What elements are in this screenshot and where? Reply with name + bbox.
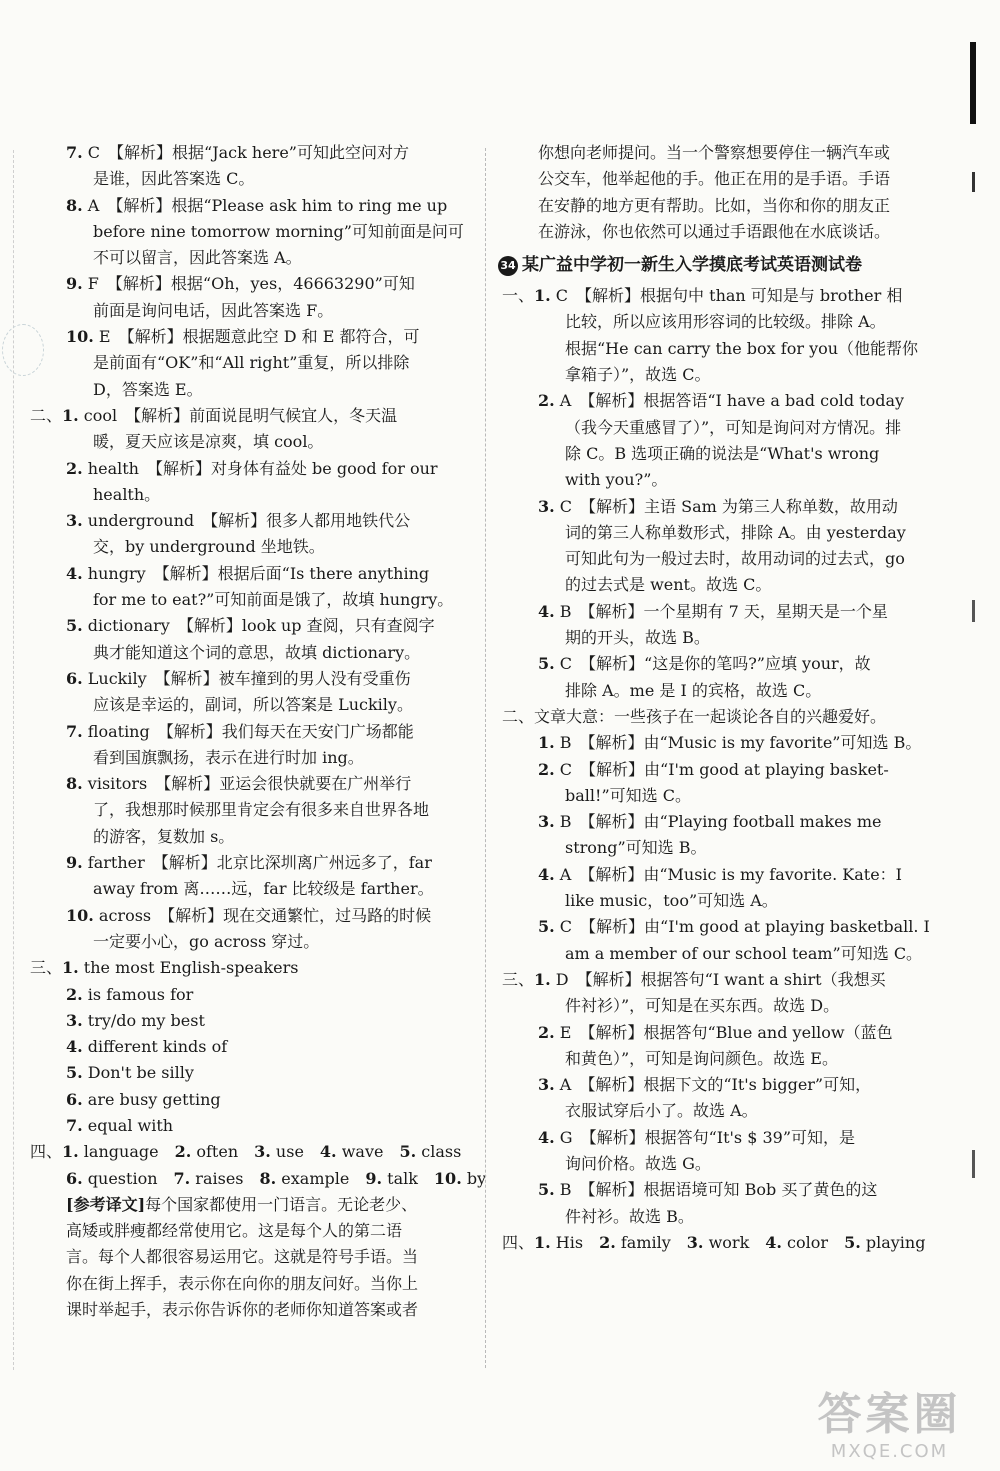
text-line (502, 678, 932, 704)
section-title (498, 249, 932, 281)
text-line (502, 651, 932, 677)
line-text: C 【解析】由“I'm good at playing basket- (554, 759, 889, 779)
text-line (30, 482, 468, 508)
line-text: 三、 (502, 969, 535, 989)
line-text: strong”可知选 B。 (565, 838, 707, 858)
text-line (502, 941, 932, 967)
line-text: ball!”可知选 C。 (565, 785, 691, 805)
line-text: 询问价格。故选 G。 (565, 1153, 711, 1173)
line-text: 高矮或胖瘦都经常使用它。这是每个人的第二语 (66, 1221, 403, 1241)
line-text: C 【解析】根据句中 than 可知是与 brother 相 (550, 286, 903, 306)
text-line (30, 324, 468, 350)
item-number: 6. (66, 668, 83, 688)
line-text: Don't be silly (82, 1063, 194, 1083)
line-text: C 【解析】主语 Sam 为第三人称单数，故用动 (554, 496, 898, 516)
line-text: question (82, 1168, 174, 1188)
line-text: C 【解析】“这是你的笔吗?”应填 your，故 (554, 654, 871, 674)
line-text: 交，by underground 坐地铁。 (93, 537, 325, 557)
line-text: A 【解析】由“Music is my favorite. Kate：I (554, 864, 902, 884)
line-text: like music，too”可知选 A。 (565, 891, 778, 911)
text-line (502, 599, 932, 625)
line-text: use (270, 1142, 320, 1162)
line-text: E 【解析】根据答句“Blue and yellow（蓝色 (554, 1022, 893, 1042)
text-line (502, 1230, 932, 1256)
text-line (30, 1060, 468, 1086)
line-text: 词的第三人称单数形式，排除 A。由 yesterday (565, 522, 906, 542)
item-number: 3. (254, 1142, 271, 1162)
line-text: 课时举起手，表示你告诉你的老师你知道答案或者 (66, 1300, 419, 1320)
item-number: 5. (844, 1232, 861, 1252)
text-line (502, 166, 932, 192)
text-line (502, 388, 932, 414)
text-line (502, 441, 932, 467)
text-line (30, 219, 468, 245)
item-number: 8. (66, 774, 83, 794)
text-line (30, 298, 468, 324)
item-number: 3. (686, 1232, 704, 1252)
watermark-url: MXQE.COM (830, 1441, 949, 1462)
line-text: floating 【解析】我们每天在天安门广场都能 (82, 721, 414, 741)
line-text: work (703, 1232, 766, 1252)
item-number: 4. (538, 601, 555, 621)
line-text: Luckily 【解析】被车撞到的男人没有受重伤 (82, 668, 411, 688)
text-line (30, 903, 468, 929)
item-number: 2. (538, 759, 555, 779)
line-text: 拿箱子）”，故选 C。 (565, 365, 711, 385)
item-number: 3. (538, 812, 555, 832)
translation-continued (502, 140, 932, 245)
text-line (502, 1177, 932, 1203)
text-line (502, 1072, 932, 1098)
line-text: health。 (93, 484, 161, 504)
line-text: D，答案选 E。 (93, 379, 203, 399)
text-line (502, 415, 932, 441)
text-line (30, 719, 468, 745)
text-line (30, 166, 468, 192)
text-line (502, 140, 932, 166)
text-line (30, 955, 468, 981)
text-line (502, 730, 932, 756)
item-number: 1. (62, 1142, 79, 1162)
line-text: by (461, 1168, 487, 1188)
item-number: 2. (66, 984, 83, 1004)
item-number: 2. (538, 391, 555, 411)
item-number: 2. (66, 458, 83, 478)
line-text: playing (860, 1232, 926, 1252)
line-text: G 【解析】根据答句“It's $ 39”可知，是 (554, 1127, 856, 1147)
line-text: color (781, 1232, 845, 1252)
text-line (502, 625, 932, 651)
line-text: class (416, 1142, 462, 1162)
line-text: language (78, 1142, 175, 1162)
text-line (30, 850, 468, 876)
line-text: F 【解析】根据“Oh，yes，46663290”可知 (82, 274, 415, 294)
item-number: 3. (66, 511, 83, 531)
text-line (30, 640, 468, 666)
item-number: 2. (599, 1232, 616, 1252)
text-line (502, 1151, 932, 1177)
text-line (502, 1204, 932, 1230)
text-line (502, 520, 932, 546)
line-text: farther 【解析】北京比深圳离广州远多了，far (82, 853, 432, 873)
item-number: 10. (66, 327, 94, 347)
item-number: 6. (66, 1089, 83, 1109)
section-title-text: 某广益中学初一新生入学摸底考试英语测试卷 (522, 255, 862, 276)
line-text: are busy getting (82, 1089, 221, 1109)
line-text: away from 离……远，far 比较级是 farther。 (93, 879, 434, 899)
text-line (30, 982, 468, 1008)
line-text: for me to eat?”可知前面是饿了，故填 hungry。 (93, 590, 454, 610)
line-text: dictionary 【解析】look up 查阅，只有查阅字 (82, 616, 435, 636)
text-line (30, 1218, 468, 1244)
answers-list (502, 283, 932, 1256)
line-text: 比较，所以应该用形容词的比较级。排除 A。 (565, 312, 886, 332)
line-text: 了，我想那时候那里肯定会有很多来自世界各地 (93, 800, 430, 820)
item-number: 9. (66, 274, 83, 294)
item-number: 5. (399, 1142, 417, 1162)
text-line (502, 967, 932, 993)
item-number: 7. (66, 143, 83, 162)
text-line (502, 219, 932, 245)
item-number: 6. (66, 1168, 83, 1188)
text-line (30, 1008, 468, 1034)
item-number: 9. (365, 1168, 383, 1188)
text-line (502, 193, 932, 219)
text-line (502, 809, 932, 835)
text-line (502, 888, 932, 914)
line-text: A 【解析】根据下文的“It's bigger”可知， (554, 1075, 872, 1095)
text-line (30, 350, 468, 376)
line-text: hungry 【解析】根据后面“Is there anything (82, 563, 430, 583)
text-line (502, 1046, 932, 1072)
item-number: 3. (66, 1010, 83, 1030)
line-text: 可知此句为一般过去时，故用动词的过去式，go (565, 549, 905, 569)
text-line (30, 1034, 468, 1060)
text-line (30, 193, 468, 219)
line-text: 在安静的地方更有帮助。比如，当你和你的朋友正 (538, 195, 891, 215)
item-number: 7. (173, 1168, 191, 1188)
text-line (502, 993, 932, 1019)
watermark-logo (797, 1389, 982, 1469)
text-line (502, 862, 932, 888)
line-text: visitors 【解析】亚运会很快就要在广州举行 (82, 774, 412, 794)
text-line (30, 929, 468, 955)
line-text: B 【解析】一个星期有 7 天，星期天是一个星 (554, 601, 888, 621)
line-text: A 【解析】根据“Please ask him to ring me up (82, 195, 448, 215)
item-number: 4. (66, 563, 83, 583)
line-text: 一定要小心，go across 穿过。 (93, 931, 320, 951)
line-text: 公交车，他举起他的手。他正在用的是手语。手语 (538, 169, 891, 189)
item-number: 1. (538, 733, 555, 753)
line-text: C 【解析】根据“Jack here”可知此空问对方 (82, 143, 409, 162)
line-text: 三、 (30, 958, 63, 978)
line-text: across 【解析】现在交通繁忙，过马路的时候 (93, 905, 432, 925)
line-text: 件衬衫。故选 B。 (565, 1206, 694, 1226)
line-text: B 【解析】由“Playing football makes me (554, 812, 882, 832)
text-line (502, 1020, 932, 1046)
text-line (30, 534, 468, 560)
edge-mark (970, 42, 976, 124)
line-text: 典才能知道这个词的意思，故填 dictionary。 (93, 642, 421, 662)
text-line (30, 456, 468, 482)
line-text: D 【解析】根据答句“I want a shirt（我想买 (550, 969, 886, 989)
right-column (502, 140, 932, 1256)
text-line (30, 377, 468, 403)
text-line (30, 1166, 487, 1192)
text-line (30, 1113, 468, 1139)
line-text: different kinds of (82, 1037, 228, 1057)
item-number: 4. (765, 1232, 782, 1252)
text-line (502, 1125, 932, 1151)
item-number: 5. (66, 616, 83, 636)
text-line (30, 876, 468, 902)
line-text: E 【解析】根据题意此空 D 和 E 都符合，可 (93, 327, 420, 347)
text-line (30, 561, 468, 587)
line-text: raises (190, 1168, 260, 1188)
line-text: 二、文章大意：一些孩子在一起谈论各自的兴趣爱好。 (502, 706, 887, 726)
item-number: 9. (66, 853, 83, 873)
line-text: health 【解析】对身体有益处 be good for our (82, 458, 438, 478)
item-number: 8. (259, 1168, 277, 1188)
line-text: 四、 (30, 1142, 63, 1162)
line-text: talk (382, 1168, 434, 1188)
line-text: am a member of our school team”可知选 C。 (565, 943, 923, 963)
text-line (502, 757, 932, 783)
line-text: （我今天重感冒了）”，可知是询问对方情况。排 (565, 417, 902, 437)
item-number: 7. (66, 1115, 83, 1135)
line-text: 看到国旗飘扬，表示在进行时加 ing。 (93, 747, 364, 767)
item-number: 4. (538, 1127, 555, 1147)
item-number: 1. (534, 286, 551, 306)
line-text: 是前面有“OK”和“All right”重复，所以排除 (93, 353, 410, 373)
line-text: 排除 A。me 是 I 的宾格，故选 C。 (565, 680, 822, 700)
line-text: 的过去式是 went。故选 C。 (565, 575, 772, 595)
left-column (30, 140, 487, 1323)
line-text: 期的开头，故选 B。 (565, 628, 710, 648)
item-number: 4. (319, 1142, 337, 1162)
text-line (502, 704, 932, 730)
item-number: 1. (534, 969, 551, 989)
text-line (30, 613, 468, 639)
line-text: 前面是询问电话，因此答案选 F。 (93, 300, 334, 320)
item-number: 2. (174, 1142, 192, 1162)
text-line (502, 362, 932, 388)
item-number: 5. (66, 1063, 83, 1083)
line-text: 不可以留言，因此答案选 A。 (93, 248, 302, 268)
line-text: 每个国家都使用一门语言。无论老少、 (145, 1194, 418, 1214)
line-text: family (615, 1232, 687, 1252)
text-line (30, 1244, 468, 1270)
text-line (30, 666, 468, 692)
text-line (30, 1297, 468, 1323)
line-text: 件衬衫）”，可知是在买东西。故选 D。 (565, 996, 840, 1016)
text-line (30, 587, 468, 613)
text-line (502, 467, 932, 493)
line-text: 衣服试穿后小了。故选 A。 (565, 1101, 758, 1121)
text-line (30, 745, 468, 771)
line-text: equal with (82, 1115, 174, 1135)
text-line (502, 336, 932, 362)
line-text: 根据“He can carry the box for you（他能帮你 (565, 338, 919, 358)
text-line (502, 309, 932, 335)
item-number: 3. (538, 496, 555, 516)
text-line (502, 572, 932, 598)
line-text: 和黄色）”，可知是询问颜色。故选 E。 (565, 1048, 838, 1068)
line-text: 四、 (502, 1232, 535, 1252)
line-text: is famous for (82, 984, 194, 1004)
line-text: A 【解析】根据答语“I have a bad cold today (554, 391, 905, 411)
line-text: cool 【解析】前面说昆明气候宜人，冬天温 (78, 405, 398, 425)
text-line (502, 1098, 932, 1124)
edge-mark (972, 1150, 975, 1178)
line-text: B 【解析】根据语境可知 Bob 买了黄色的这 (554, 1180, 878, 1200)
text-line (30, 692, 468, 718)
item-number: 4. (66, 1037, 83, 1057)
item-number: 1. (62, 405, 79, 425)
text-line (30, 1139, 468, 1165)
column-divider (485, 148, 486, 1368)
line-text: 二、 (30, 405, 63, 425)
text-line (30, 771, 468, 797)
line-text: example (276, 1168, 366, 1188)
line-text: 的游客，复数加 s。 (93, 826, 235, 846)
text-line (30, 1192, 468, 1218)
line-text: 是谁，因此答案选 C。 (93, 169, 255, 189)
line-text: 一、 (502, 286, 535, 306)
item-number: 4. (538, 864, 555, 884)
text-line (502, 783, 932, 809)
line-text: 除 C。B 选项正确的说法是“What's wrong (565, 443, 880, 463)
item-number: 10. (433, 1168, 462, 1188)
line-text: His (550, 1232, 600, 1252)
line-text: 言。每个人都很容易运用它。这就是符号手语。当 (66, 1247, 419, 1267)
line-text: 在游泳，你也依然可以通过手语跟他在水底谈话。 (538, 221, 891, 241)
text-line (30, 271, 468, 297)
text-line (30, 824, 468, 850)
item-number: 8. (66, 195, 83, 215)
line-text: 你在街上挥手，表示你在向你的朋友问好。当你上 (66, 1273, 419, 1293)
line-text: 你想向老师提问。当一个警察想要停住一辆汽车或 (538, 143, 891, 162)
text-line (502, 546, 932, 572)
edge-mark (972, 600, 975, 622)
line-text: 应该是幸运的，副词，所以答案是 Luckily。 (93, 695, 413, 715)
line-text: with you?”。 (565, 470, 668, 490)
edge-mark (972, 172, 975, 192)
watermark-text: 答案圈 (817, 1389, 962, 1440)
line-text: often (191, 1142, 255, 1162)
item-number: 3. (538, 1075, 555, 1095)
item-number: [参考译文] (66, 1194, 146, 1214)
text-line (502, 283, 932, 309)
line-text: wave (336, 1142, 400, 1162)
line-text: before nine tomorrow morning”可知前面是问可 (93, 221, 464, 241)
item-number: 1. (62, 958, 79, 978)
item-number: 1. (534, 1232, 551, 1252)
text-line (30, 403, 468, 429)
line-text: underground 【解析】很多人都用地铁代公 (82, 511, 411, 531)
text-line (30, 245, 468, 271)
text-line (502, 835, 932, 861)
text-line (30, 1271, 468, 1297)
item-number: 2. (538, 1022, 555, 1042)
text-line (30, 797, 468, 823)
line-text: the most English-speakers (78, 958, 299, 978)
text-line (502, 914, 932, 940)
text-line (502, 494, 932, 520)
text-line (30, 140, 468, 166)
section-number-badge: 34 (498, 256, 518, 276)
item-number: 5. (538, 917, 555, 937)
text-line (30, 1087, 468, 1113)
item-number: 7. (66, 721, 83, 741)
line-text: try/do my best (82, 1010, 205, 1030)
line-text: 暖，夏天应该是凉爽，填 cool。 (93, 432, 324, 452)
line-text: C 【解析】由“I'm good at playing basketball. I (554, 917, 930, 937)
item-number: 5. (538, 1180, 555, 1200)
line-text: B 【解析】由“Music is my favorite”可知选 B。 (554, 733, 922, 753)
item-number: 5. (538, 654, 555, 674)
item-number: 10. (66, 905, 94, 925)
text-line (30, 429, 468, 455)
text-line (30, 508, 468, 534)
